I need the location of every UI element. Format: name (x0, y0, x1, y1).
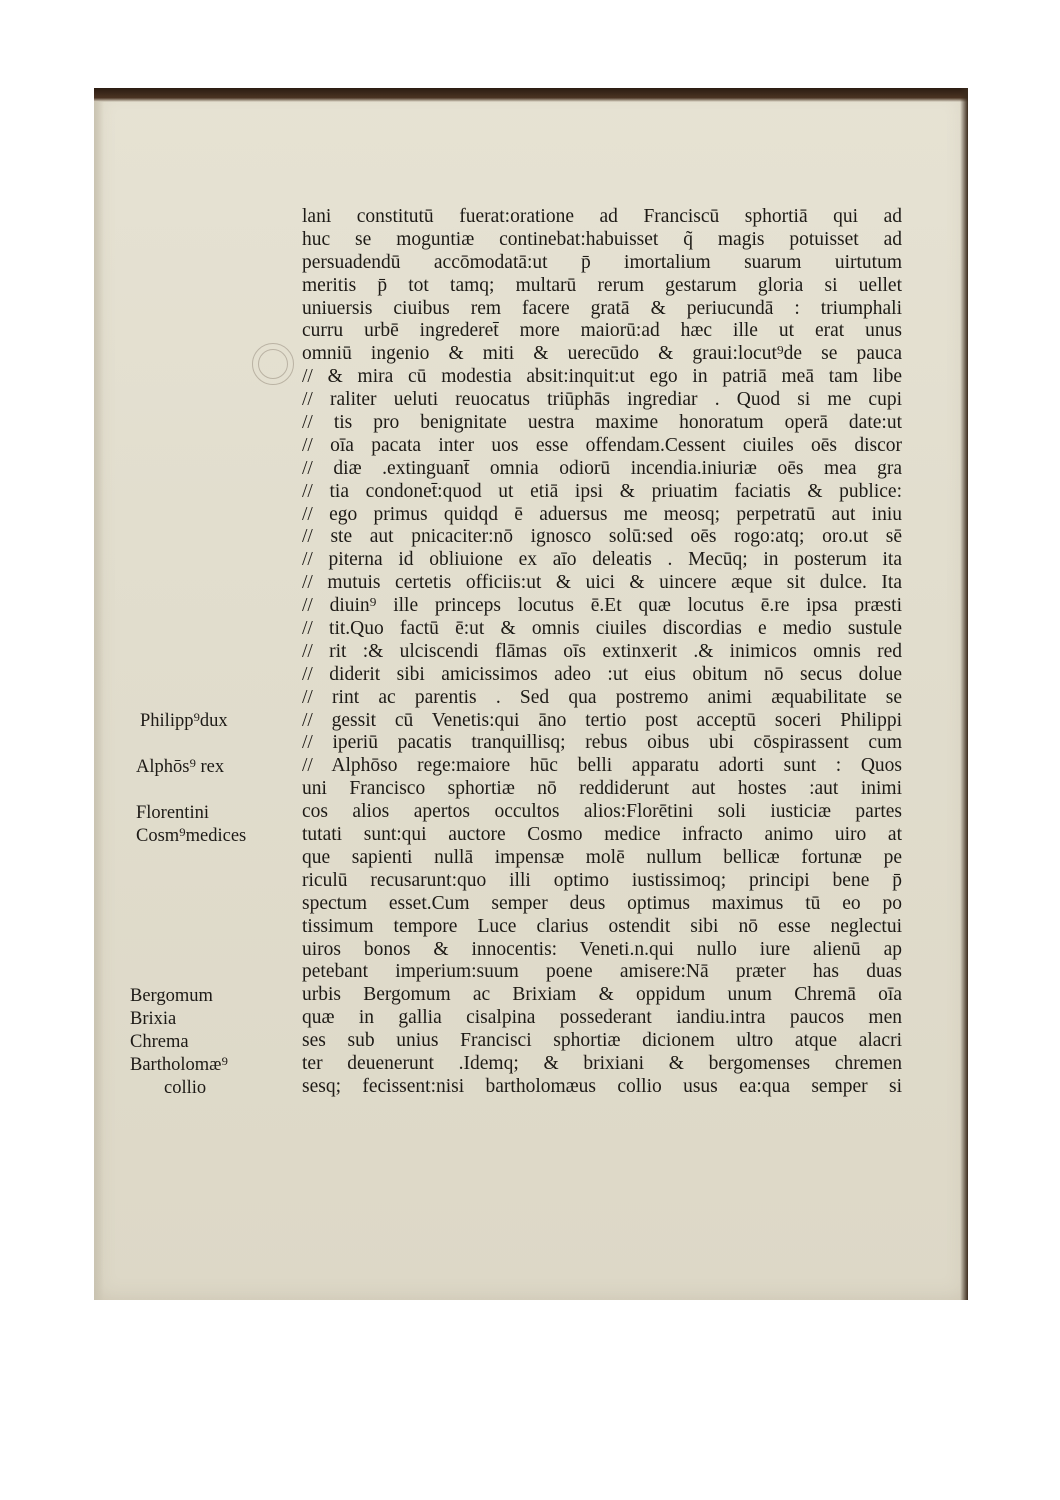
margin-note: Brixia (130, 1009, 177, 1029)
main-text-block (302, 206, 902, 1099)
margin-note: Florentini (136, 803, 209, 823)
text-line: tissimum tempore Luce clarius ostendit sibi nō esse neglectui (302, 915, 902, 937)
text-line: // mutuis certetis officiis:ut & uici & uincere æque sit dulce. Ita (302, 572, 902, 594)
text-line: cos alios apertos occultos alios:Florētini soli iusticiæ partes (302, 801, 902, 823)
margin-note: Bartholomæ⁹ (130, 1055, 228, 1075)
text-line: tutati sunt:qui auctore Cosmo medice infracto animo uiro at (302, 824, 902, 846)
text-line: // iperiū pacatis tranquillisq; rebus oibus ubi cōspirassent cum (302, 732, 902, 754)
text-line: // oīa pacata inter uos esse offendam.Cessent ciuiles oēs discor (302, 434, 902, 456)
text-line: // gessit cū Venetis:qui āno tertio post acceptū soceri Philippi (302, 709, 902, 731)
text-line: urbis Bergomum ac Brixiam & oppidum unum Chremā oīa (302, 984, 902, 1006)
text-line: meritis p̄ tot tamq; multarū rerum gestarum gloria si uellet (302, 274, 902, 296)
text-line: curru urbē ingrederet̄ more maiorū:ad hæc ille ut erat unus (302, 320, 902, 342)
text-line: riculū recusarunt:quo illi optimo iustissimoq; principi bene p̄ (302, 869, 902, 891)
text-line: // ego primus quidqd ē aduersus me meosq; perpetratū aut iniu (302, 503, 902, 525)
text-line: // & mira cū modestia absit:inquit:ut ego in patriā meā tam libe (302, 366, 902, 388)
text-line: // Alphōso rege:maiore hūc belli apparatu adorti sunt : Quos (302, 755, 902, 777)
text-line: // tit.Quo factū ē:ut & omnis ciuiles discordias e medio sustule (302, 618, 902, 640)
text-line: uniuersis ciuibus rem facere gratā & periucundā : triumphali (302, 297, 902, 319)
page-gutter (94, 102, 104, 1300)
binding-edge-right (960, 88, 968, 1300)
text-line: // piterna id obliuione ex aīo deleatis . Mecūq; in posterum ita (302, 549, 902, 571)
text-line: // tis pro benignitate uestra maxime honoratum operā date:ut (302, 412, 902, 434)
text-line: // diæ .extinguant̄ omnia odiorū incendia.iniuriæ oēs mea gra (302, 457, 902, 479)
text-line: ter deuenerunt .Idemq; & brixiani & bergomenses chremen (302, 1052, 902, 1074)
text-line: uni Francisco sphortiæ nō reddiderunt aut hostes :aut inimi (302, 778, 902, 800)
page-scan (94, 88, 968, 1300)
text-line: // tia condonet̄:quod ut etiā ipsi & priuatim faciatis & publice: (302, 480, 902, 502)
text-line: ses sub unius Francisci sphortiæ dicionem ultro atque alacri (302, 1030, 902, 1052)
text-line: que sapienti nullā impensæ molē nullum bellicæ fortunæ pe (302, 846, 902, 868)
margin-notes (130, 206, 290, 1106)
text-line: huc se moguntiæ continebat:habuisset q̃ magis potuisset ad (302, 228, 902, 250)
text-line: omniū ingenio & miti & uerecūdo & graui:locut⁹de se pauca (302, 343, 902, 365)
margin-note: Philipp⁹dux (140, 711, 228, 731)
text-line: // rint ac parentis . Sed qua postremo animi æquabilitate se (302, 686, 902, 708)
margin-note: Cosm⁹medices (136, 826, 247, 846)
text-line: petebant imperium:suum poene amisere:Nā præter has duas (302, 961, 902, 983)
text-line: lani constitutū fuerat:oratione ad Franciscū sphortiā qui ad (302, 206, 902, 227)
binding-edge-top (94, 88, 968, 102)
margin-note: collio (164, 1078, 207, 1098)
text-line: persuadendū accōmodatā:ut p̄ imortalium suarum uirtutum (302, 251, 902, 273)
text-line: // rit :& ulciscendi flāmas oīs extinxerit .& inimicos omnis red (302, 640, 902, 662)
margin-note: Bergomum (130, 986, 213, 1006)
text-line: quæ in gallia cisalpina possederant iandiu.intra paucos men (302, 1007, 902, 1029)
margin-note: Chrema (130, 1032, 189, 1052)
text-line: uiros bonos & innocentis: Veneti.n.qui nullo iure alienū ap (302, 938, 902, 960)
text-line: spectum esset.Cum semper deus optimus maximus tū eo po (302, 892, 902, 914)
text-line: sesq; fecissent:nisi bartholomæus collio usus ea:qua semper si (302, 1075, 902, 1097)
text-line: // raliter ueluti reuocatus triūphās ingrediar . Quod si me cupi (302, 389, 902, 411)
margin-note: Alphōs⁹ rex (136, 757, 225, 777)
text-line: // ste aut pnicaciter:nō ignosco solū:sed oēs rogo:atq; oro.ut sē (302, 526, 902, 548)
text-line: // diuin⁹ ille princeps locutus ē.Et quæ locutus ē.re ipsa præsti (302, 595, 902, 617)
text-line: // diderit sibi amicissimos adeo :ut eius obitum nō secus dolue (302, 663, 902, 685)
